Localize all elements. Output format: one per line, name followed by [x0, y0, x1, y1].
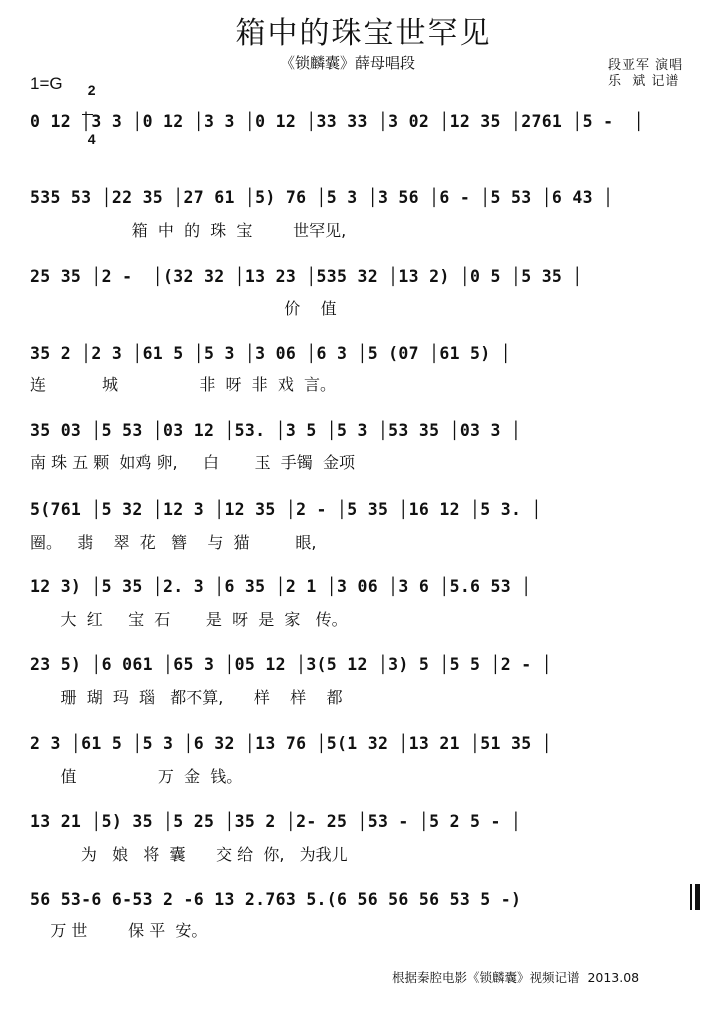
notation-line-7: 12 3) │5 35 │2. 3 │6 35 │2 1 │3 06 │3 6 │5.6 53 │: [30, 577, 532, 596]
lyrics-line-9: 值 万 金 钱。: [30, 767, 243, 786]
time-signature: [80, 66, 96, 147]
notation-line-1: 0 12 │3 3 │0 12 │3 3 │0 12 │33 33 │3 02 │12 35 │2761 │5 - │: [30, 112, 645, 131]
notation-line-8: 23 5) │6 061 │65 3 │05 12 │3(5 12 │3) 5 │5 5 │2 - │: [30, 655, 552, 674]
notation-line-9: 2 3 │61 5 │5 3 │6 32 │13 76 │5(1 32 │13 21 │51 35 │: [30, 734, 552, 753]
notation-line-6: 5(761 │5 32 │12 3 │12 35 │2 - │5 35 │16 12 │5 3. │: [30, 500, 542, 519]
notation-line-4: 35 2 │2 3 │61 5 │5 3 │3 06 │6 3 │5 (07 │61 5) │: [30, 344, 511, 363]
notation-line-10: 13 21 │5) 35 │5 25 │35 2 │2- 25 │53 - │5 2 5 - │: [30, 812, 522, 831]
song-subtitle: 《锁麟囊》薛母唱段: [280, 54, 416, 72]
lyrics-line-5: 南 珠 五 颗 如鸡 卵, 白 玉 手镯 金项: [30, 453, 355, 472]
notation-line-2: 535 53 │22 35 │27 61 │5) 76 │5 3 │3 56 │6 - │5 53 │6 43 │: [30, 188, 614, 207]
lyrics-line-2: 箱 中 的 珠 宝 世罕见,: [30, 221, 347, 240]
notation-line-5: 35 03 │5 53 │03 12 │53. │3 5 │5 3 │53 35 │03 3 │: [30, 421, 522, 440]
time-denominator: 4: [87, 131, 96, 147]
singer-credit: 段亚军 演唱: [608, 58, 684, 73]
time-numerator: 2: [87, 82, 96, 98]
song-title: 箱中的珠宝世罕见: [235, 16, 492, 51]
lyrics-line-3: 价 值: [30, 299, 337, 318]
lyrics-line-11: 万 世 保 平 安。: [30, 921, 208, 940]
lyrics-line-8: 珊 瑚 玛 瑙 都不算, 样 样 都: [30, 688, 343, 707]
lyrics-line-10: 为 娘 将 囊 交 给 你, 为我儿: [30, 845, 348, 864]
final-barline-thick: [695, 884, 700, 910]
transcription-note: 根据秦腔电影《锁麟囊》视频记谱 2013.08: [392, 970, 640, 985]
notation-line-11: 56 53-6 6-53 2 -6 13 2.763 5.(6 56 56 56 53 5 -): [30, 890, 532, 909]
key-signature: 1=G: [30, 74, 63, 93]
transcriber-credit: 乐 斌 记谱: [608, 74, 680, 89]
lyrics-line-4: 连 城 非 呀 非 戏 言。: [30, 375, 337, 394]
lyrics-line-7: 大 红 宝 石 是 呀 是 家 传。: [30, 610, 348, 629]
lyrics-line-6: 圈。 翡 翠 花 簪 与 猫 眼,: [30, 533, 317, 552]
final-barline-thin: [690, 884, 692, 910]
notation-line-3: 25 35 │2 - │(32 32 │13 23 │535 32 │13 2) │0 5 │5 35 │: [30, 267, 583, 286]
